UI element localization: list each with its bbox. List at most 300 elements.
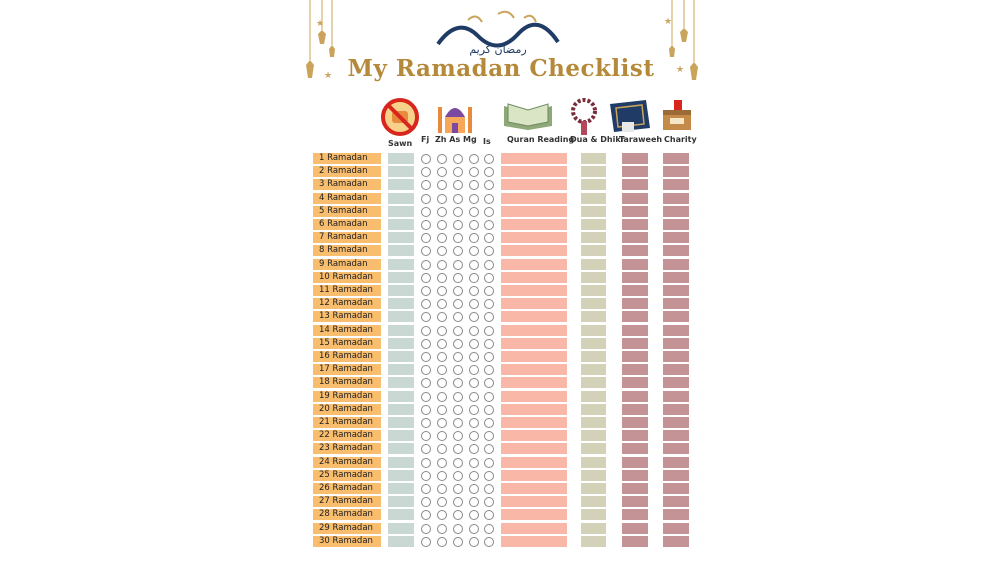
maghrib-prayer-checkbox[interactable] [469,471,479,481]
dua-dhikr-checkbox[interactable] [581,245,606,256]
isha-prayer-checkbox[interactable] [484,180,494,190]
fajr-prayer-checkbox[interactable] [421,392,431,402]
dua-dhikr-checkbox[interactable] [581,509,606,520]
taraweeh-checkbox[interactable] [622,404,648,415]
dua-dhikr-checkbox[interactable] [581,483,606,494]
dua-dhikr-checkbox[interactable] [581,496,606,507]
charity-checkbox[interactable] [663,338,689,349]
zuhr-prayer-checkbox[interactable] [437,497,447,507]
quran-reading-field[interactable] [501,523,567,534]
isha-prayer-checkbox[interactable] [484,207,494,217]
sawn-checkbox[interactable] [388,245,414,256]
zuhr-prayer-checkbox[interactable] [437,207,447,217]
asr-prayer-checkbox[interactable] [453,392,463,402]
taraweeh-checkbox[interactable] [622,179,648,190]
maghrib-prayer-checkbox[interactable] [469,537,479,547]
maghrib-prayer-checkbox[interactable] [469,233,479,243]
quran-reading-field[interactable] [501,377,567,388]
quran-reading-field[interactable] [501,417,567,428]
charity-checkbox[interactable] [663,259,689,270]
isha-prayer-checkbox[interactable] [484,233,494,243]
asr-prayer-checkbox[interactable] [453,510,463,520]
dua-dhikr-checkbox[interactable] [581,219,606,230]
asr-prayer-checkbox[interactable] [453,273,463,283]
zuhr-prayer-checkbox[interactable] [437,431,447,441]
maghrib-prayer-checkbox[interactable] [469,365,479,375]
asr-prayer-checkbox[interactable] [453,405,463,415]
charity-checkbox[interactable] [663,219,689,230]
dua-dhikr-checkbox[interactable] [581,193,606,204]
quran-reading-field[interactable] [501,496,567,507]
zuhr-prayer-checkbox[interactable] [437,220,447,230]
charity-checkbox[interactable] [663,232,689,243]
fajr-prayer-checkbox[interactable] [421,194,431,204]
sawn-checkbox[interactable] [388,206,414,217]
taraweeh-checkbox[interactable] [622,391,648,402]
sawn-checkbox[interactable] [388,298,414,309]
taraweeh-checkbox[interactable] [622,166,648,177]
sawn-checkbox[interactable] [388,417,414,428]
charity-checkbox[interactable] [663,153,689,164]
sawn-checkbox[interactable] [388,232,414,243]
charity-checkbox[interactable] [663,206,689,217]
maghrib-prayer-checkbox[interactable] [469,220,479,230]
isha-prayer-checkbox[interactable] [484,167,494,177]
taraweeh-checkbox[interactable] [622,523,648,534]
fajr-prayer-checkbox[interactable] [421,471,431,481]
sawn-checkbox[interactable] [388,153,414,164]
charity-checkbox[interactable] [663,285,689,296]
asr-prayer-checkbox[interactable] [453,286,463,296]
zuhr-prayer-checkbox[interactable] [437,418,447,428]
isha-prayer-checkbox[interactable] [484,392,494,402]
taraweeh-checkbox[interactable] [622,430,648,441]
quran-reading-field[interactable] [501,179,567,190]
fajr-prayer-checkbox[interactable] [421,537,431,547]
asr-prayer-checkbox[interactable] [453,207,463,217]
quran-reading-field[interactable] [501,232,567,243]
taraweeh-checkbox[interactable] [622,245,648,256]
asr-prayer-checkbox[interactable] [453,220,463,230]
isha-prayer-checkbox[interactable] [484,260,494,270]
zuhr-prayer-checkbox[interactable] [437,246,447,256]
taraweeh-checkbox[interactable] [622,536,648,547]
quran-reading-field[interactable] [501,206,567,217]
isha-prayer-checkbox[interactable] [484,431,494,441]
dua-dhikr-checkbox[interactable] [581,470,606,481]
sawn-checkbox[interactable] [388,193,414,204]
charity-checkbox[interactable] [663,430,689,441]
fajr-prayer-checkbox[interactable] [421,273,431,283]
charity-checkbox[interactable] [663,417,689,428]
charity-checkbox[interactable] [663,443,689,454]
taraweeh-checkbox[interactable] [622,338,648,349]
dua-dhikr-checkbox[interactable] [581,206,606,217]
isha-prayer-checkbox[interactable] [484,471,494,481]
fajr-prayer-checkbox[interactable] [421,220,431,230]
isha-prayer-checkbox[interactable] [484,352,494,362]
maghrib-prayer-checkbox[interactable] [469,154,479,164]
maghrib-prayer-checkbox[interactable] [469,510,479,520]
quran-reading-field[interactable] [501,509,567,520]
zuhr-prayer-checkbox[interactable] [437,471,447,481]
charity-checkbox[interactable] [663,404,689,415]
charity-checkbox[interactable] [663,496,689,507]
isha-prayer-checkbox[interactable] [484,484,494,494]
sawn-checkbox[interactable] [388,179,414,190]
asr-prayer-checkbox[interactable] [453,365,463,375]
asr-prayer-checkbox[interactable] [453,312,463,322]
dua-dhikr-checkbox[interactable] [581,351,606,362]
asr-prayer-checkbox[interactable] [453,537,463,547]
sawn-checkbox[interactable] [388,470,414,481]
zuhr-prayer-checkbox[interactable] [437,194,447,204]
asr-prayer-checkbox[interactable] [453,458,463,468]
dua-dhikr-checkbox[interactable] [581,523,606,534]
sawn-checkbox[interactable] [388,457,414,468]
maghrib-prayer-checkbox[interactable] [469,405,479,415]
zuhr-prayer-checkbox[interactable] [437,458,447,468]
asr-prayer-checkbox[interactable] [453,246,463,256]
sawn-checkbox[interactable] [388,311,414,322]
maghrib-prayer-checkbox[interactable] [469,458,479,468]
asr-prayer-checkbox[interactable] [453,378,463,388]
taraweeh-checkbox[interactable] [622,351,648,362]
sawn-checkbox[interactable] [388,285,414,296]
isha-prayer-checkbox[interactable] [484,286,494,296]
charity-checkbox[interactable] [663,351,689,362]
dua-dhikr-checkbox[interactable] [581,377,606,388]
maghrib-prayer-checkbox[interactable] [469,392,479,402]
taraweeh-checkbox[interactable] [622,364,648,375]
quran-reading-field[interactable] [501,364,567,375]
fajr-prayer-checkbox[interactable] [421,524,431,534]
taraweeh-checkbox[interactable] [622,232,648,243]
taraweeh-checkbox[interactable] [622,206,648,217]
dua-dhikr-checkbox[interactable] [581,285,606,296]
quran-reading-field[interactable] [501,404,567,415]
fajr-prayer-checkbox[interactable] [421,431,431,441]
maghrib-prayer-checkbox[interactable] [469,339,479,349]
charity-checkbox[interactable] [663,523,689,534]
asr-prayer-checkbox[interactable] [453,431,463,441]
dua-dhikr-checkbox[interactable] [581,338,606,349]
taraweeh-checkbox[interactable] [622,443,648,454]
sawn-checkbox[interactable] [388,259,414,270]
maghrib-prayer-checkbox[interactable] [469,431,479,441]
zuhr-prayer-checkbox[interactable] [437,326,447,336]
charity-checkbox[interactable] [663,364,689,375]
taraweeh-checkbox[interactable] [622,285,648,296]
charity-checkbox[interactable] [663,245,689,256]
taraweeh-checkbox[interactable] [622,153,648,164]
quran-reading-field[interactable] [501,391,567,402]
quran-reading-field[interactable] [501,272,567,283]
quran-reading-field[interactable] [501,536,567,547]
sawn-checkbox[interactable] [388,219,414,230]
fajr-prayer-checkbox[interactable] [421,260,431,270]
asr-prayer-checkbox[interactable] [453,524,463,534]
asr-prayer-checkbox[interactable] [453,154,463,164]
taraweeh-checkbox[interactable] [622,311,648,322]
quran-reading-field[interactable] [501,443,567,454]
quran-reading-field[interactable] [501,166,567,177]
fajr-prayer-checkbox[interactable] [421,484,431,494]
maghrib-prayer-checkbox[interactable] [469,352,479,362]
sawn-checkbox[interactable] [388,272,414,283]
quran-reading-field[interactable] [501,351,567,362]
maghrib-prayer-checkbox[interactable] [469,524,479,534]
asr-prayer-checkbox[interactable] [453,339,463,349]
zuhr-prayer-checkbox[interactable] [437,484,447,494]
sawn-checkbox[interactable] [388,523,414,534]
maghrib-prayer-checkbox[interactable] [469,260,479,270]
sawn-checkbox[interactable] [388,166,414,177]
zuhr-prayer-checkbox[interactable] [437,154,447,164]
sawn-checkbox[interactable] [388,430,414,441]
sawn-checkbox[interactable] [388,443,414,454]
charity-checkbox[interactable] [663,179,689,190]
charity-checkbox[interactable] [663,325,689,336]
asr-prayer-checkbox[interactable] [453,299,463,309]
maghrib-prayer-checkbox[interactable] [469,180,479,190]
zuhr-prayer-checkbox[interactable] [437,260,447,270]
quran-reading-field[interactable] [501,298,567,309]
isha-prayer-checkbox[interactable] [484,299,494,309]
sawn-checkbox[interactable] [388,404,414,415]
quran-reading-field[interactable] [501,311,567,322]
taraweeh-checkbox[interactable] [622,377,648,388]
taraweeh-checkbox[interactable] [622,509,648,520]
sawn-checkbox[interactable] [388,391,414,402]
dua-dhikr-checkbox[interactable] [581,457,606,468]
taraweeh-checkbox[interactable] [622,417,648,428]
dua-dhikr-checkbox[interactable] [581,259,606,270]
quran-reading-field[interactable] [501,259,567,270]
taraweeh-checkbox[interactable] [622,496,648,507]
isha-prayer-checkbox[interactable] [484,444,494,454]
quran-reading-field[interactable] [501,457,567,468]
charity-checkbox[interactable] [663,377,689,388]
fajr-prayer-checkbox[interactable] [421,339,431,349]
zuhr-prayer-checkbox[interactable] [437,405,447,415]
isha-prayer-checkbox[interactable] [484,418,494,428]
zuhr-prayer-checkbox[interactable] [437,233,447,243]
quran-reading-field[interactable] [501,430,567,441]
asr-prayer-checkbox[interactable] [453,233,463,243]
isha-prayer-checkbox[interactable] [484,312,494,322]
fajr-prayer-checkbox[interactable] [421,405,431,415]
maghrib-prayer-checkbox[interactable] [469,286,479,296]
quran-reading-field[interactable] [501,338,567,349]
zuhr-prayer-checkbox[interactable] [437,167,447,177]
zuhr-prayer-checkbox[interactable] [437,352,447,362]
maghrib-prayer-checkbox[interactable] [469,299,479,309]
charity-checkbox[interactable] [663,391,689,402]
zuhr-prayer-checkbox[interactable] [437,312,447,322]
isha-prayer-checkbox[interactable] [484,378,494,388]
isha-prayer-checkbox[interactable] [484,246,494,256]
isha-prayer-checkbox[interactable] [484,194,494,204]
dua-dhikr-checkbox[interactable] [581,417,606,428]
asr-prayer-checkbox[interactable] [453,260,463,270]
isha-prayer-checkbox[interactable] [484,510,494,520]
charity-checkbox[interactable] [663,311,689,322]
zuhr-prayer-checkbox[interactable] [437,180,447,190]
asr-prayer-checkbox[interactable] [453,497,463,507]
maghrib-prayer-checkbox[interactable] [469,312,479,322]
fajr-prayer-checkbox[interactable] [421,458,431,468]
isha-prayer-checkbox[interactable] [484,326,494,336]
sawn-checkbox[interactable] [388,377,414,388]
isha-prayer-checkbox[interactable] [484,220,494,230]
sawn-checkbox[interactable] [388,483,414,494]
taraweeh-checkbox[interactable] [622,272,648,283]
isha-prayer-checkbox[interactable] [484,497,494,507]
taraweeh-checkbox[interactable] [622,483,648,494]
fajr-prayer-checkbox[interactable] [421,326,431,336]
charity-checkbox[interactable] [663,272,689,283]
asr-prayer-checkbox[interactable] [453,352,463,362]
taraweeh-checkbox[interactable] [622,193,648,204]
asr-prayer-checkbox[interactable] [453,167,463,177]
quran-reading-field[interactable] [501,483,567,494]
quran-reading-field[interactable] [501,325,567,336]
zuhr-prayer-checkbox[interactable] [437,299,447,309]
maghrib-prayer-checkbox[interactable] [469,444,479,454]
fajr-prayer-checkbox[interactable] [421,233,431,243]
sawn-checkbox[interactable] [388,364,414,375]
asr-prayer-checkbox[interactable] [453,326,463,336]
dua-dhikr-checkbox[interactable] [581,153,606,164]
maghrib-prayer-checkbox[interactable] [469,207,479,217]
asr-prayer-checkbox[interactable] [453,418,463,428]
maghrib-prayer-checkbox[interactable] [469,378,479,388]
sawn-checkbox[interactable] [388,509,414,520]
quran-reading-field[interactable] [501,285,567,296]
zuhr-prayer-checkbox[interactable] [437,537,447,547]
quran-reading-field[interactable] [501,245,567,256]
sawn-checkbox[interactable] [388,338,414,349]
sawn-checkbox[interactable] [388,325,414,336]
dua-dhikr-checkbox[interactable] [581,232,606,243]
charity-checkbox[interactable] [663,457,689,468]
quran-reading-field[interactable] [501,193,567,204]
fajr-prayer-checkbox[interactable] [421,154,431,164]
charity-checkbox[interactable] [663,193,689,204]
fajr-prayer-checkbox[interactable] [421,246,431,256]
isha-prayer-checkbox[interactable] [484,339,494,349]
zuhr-prayer-checkbox[interactable] [437,510,447,520]
dua-dhikr-checkbox[interactable] [581,404,606,415]
maghrib-prayer-checkbox[interactable] [469,246,479,256]
fajr-prayer-checkbox[interactable] [421,352,431,362]
quran-reading-field[interactable] [501,153,567,164]
dua-dhikr-checkbox[interactable] [581,298,606,309]
dua-dhikr-checkbox[interactable] [581,443,606,454]
dua-dhikr-checkbox[interactable] [581,430,606,441]
fajr-prayer-checkbox[interactable] [421,180,431,190]
maghrib-prayer-checkbox[interactable] [469,167,479,177]
asr-prayer-checkbox[interactable] [453,444,463,454]
dua-dhikr-checkbox[interactable] [581,311,606,322]
dua-dhikr-checkbox[interactable] [581,536,606,547]
taraweeh-checkbox[interactable] [622,259,648,270]
quran-reading-field[interactable] [501,219,567,230]
charity-checkbox[interactable] [663,483,689,494]
charity-checkbox[interactable] [663,536,689,547]
fajr-prayer-checkbox[interactable] [421,497,431,507]
fajr-prayer-checkbox[interactable] [421,365,431,375]
zuhr-prayer-checkbox[interactable] [437,339,447,349]
asr-prayer-checkbox[interactable] [453,471,463,481]
maghrib-prayer-checkbox[interactable] [469,194,479,204]
maghrib-prayer-checkbox[interactable] [469,484,479,494]
taraweeh-checkbox[interactable] [622,325,648,336]
isha-prayer-checkbox[interactable] [484,273,494,283]
dua-dhikr-checkbox[interactable] [581,179,606,190]
dua-dhikr-checkbox[interactable] [581,166,606,177]
asr-prayer-checkbox[interactable] [453,484,463,494]
zuhr-prayer-checkbox[interactable] [437,273,447,283]
fajr-prayer-checkbox[interactable] [421,167,431,177]
charity-checkbox[interactable] [663,166,689,177]
isha-prayer-checkbox[interactable] [484,524,494,534]
dua-dhikr-checkbox[interactable] [581,325,606,336]
zuhr-prayer-checkbox[interactable] [437,392,447,402]
dua-dhikr-checkbox[interactable] [581,364,606,375]
fajr-prayer-checkbox[interactable] [421,312,431,322]
taraweeh-checkbox[interactable] [622,219,648,230]
isha-prayer-checkbox[interactable] [484,405,494,415]
maghrib-prayer-checkbox[interactable] [469,418,479,428]
dua-dhikr-checkbox[interactable] [581,391,606,402]
zuhr-prayer-checkbox[interactable] [437,524,447,534]
fajr-prayer-checkbox[interactable] [421,444,431,454]
zuhr-prayer-checkbox[interactable] [437,378,447,388]
isha-prayer-checkbox[interactable] [484,537,494,547]
charity-checkbox[interactable] [663,470,689,481]
fajr-prayer-checkbox[interactable] [421,378,431,388]
zuhr-prayer-checkbox[interactable] [437,286,447,296]
taraweeh-checkbox[interactable] [622,298,648,309]
charity-checkbox[interactable] [663,298,689,309]
maghrib-prayer-checkbox[interactable] [469,273,479,283]
charity-checkbox[interactable] [663,509,689,520]
fajr-prayer-checkbox[interactable] [421,299,431,309]
fajr-prayer-checkbox[interactable] [421,418,431,428]
sawn-checkbox[interactable] [388,496,414,507]
asr-prayer-checkbox[interactable] [453,194,463,204]
isha-prayer-checkbox[interactable] [484,458,494,468]
taraweeh-checkbox[interactable] [622,470,648,481]
zuhr-prayer-checkbox[interactable] [437,444,447,454]
taraweeh-checkbox[interactable] [622,457,648,468]
maghrib-prayer-checkbox[interactable] [469,326,479,336]
zuhr-prayer-checkbox[interactable] [437,365,447,375]
sawn-checkbox[interactable] [388,351,414,362]
fajr-prayer-checkbox[interactable] [421,207,431,217]
sawn-checkbox[interactable] [388,536,414,547]
quran-reading-field[interactable] [501,470,567,481]
dua-dhikr-checkbox[interactable] [581,272,606,283]
fajr-prayer-checkbox[interactable] [421,510,431,520]
maghrib-prayer-checkbox[interactable] [469,497,479,507]
asr-prayer-checkbox[interactable] [453,180,463,190]
fajr-prayer-checkbox[interactable] [421,286,431,296]
isha-prayer-checkbox[interactable] [484,154,494,164]
isha-prayer-checkbox[interactable] [484,365,494,375]
